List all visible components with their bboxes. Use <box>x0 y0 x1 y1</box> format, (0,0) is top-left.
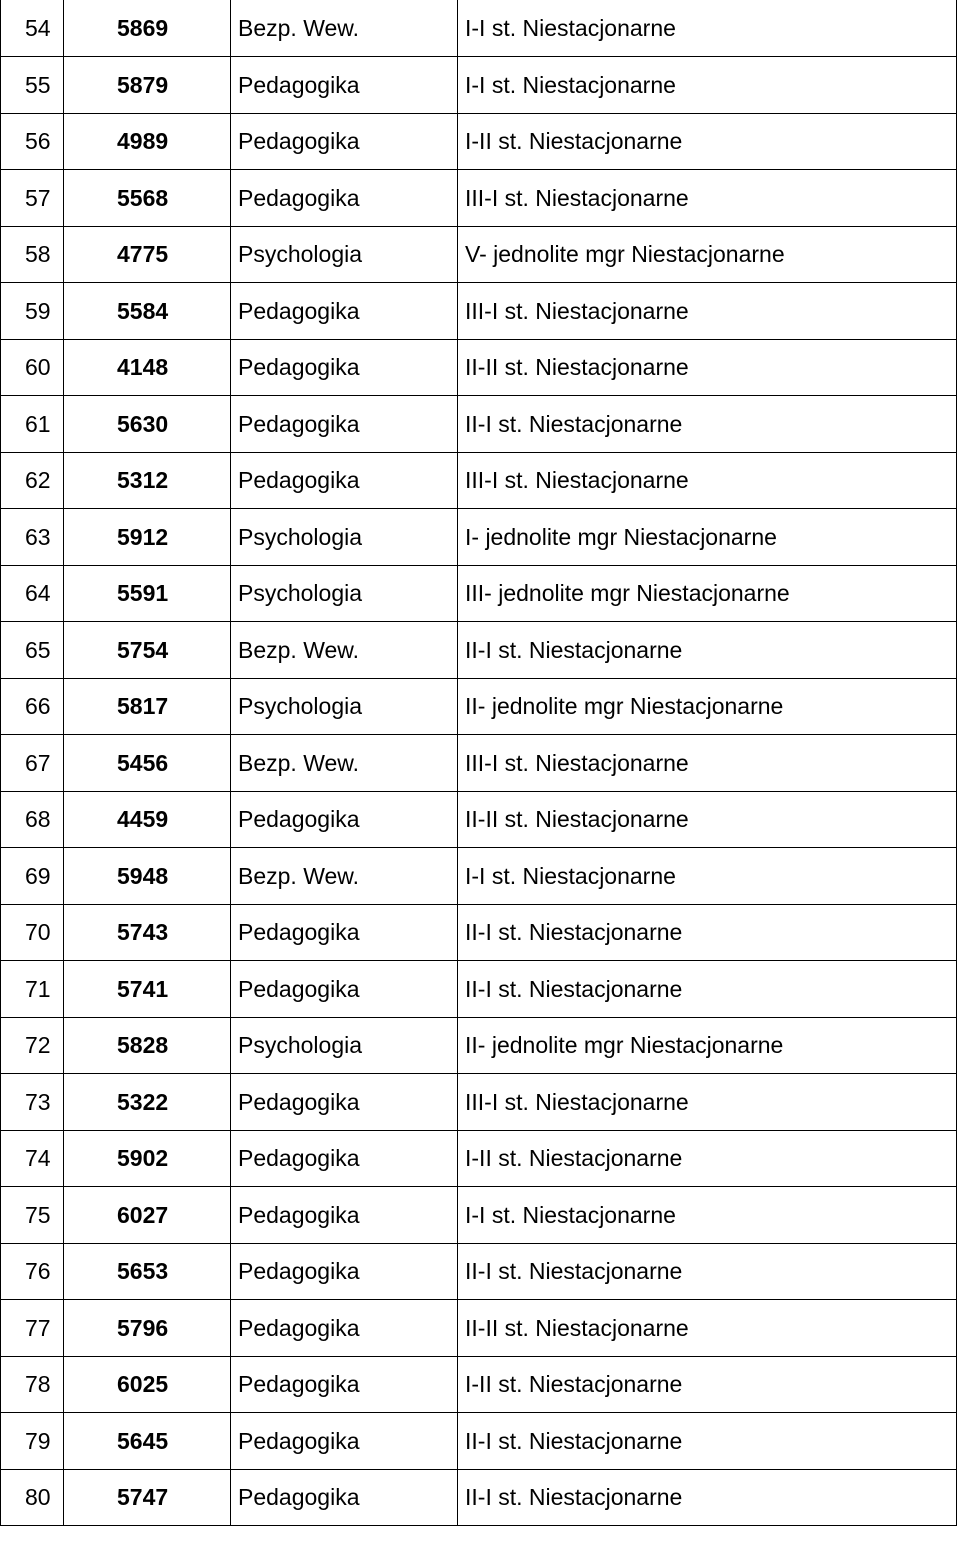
study-level-cell: V- jednolite mgr Niestacjonarne <box>458 226 957 283</box>
study-level-cell: III- jednolite mgr Niestacjonarne <box>458 565 957 622</box>
field-of-study-cell: Bezp. Wew. <box>231 735 458 792</box>
row-number-cell: 59 <box>1 283 64 340</box>
table-row <box>1 452 957 509</box>
row-number-cell: 76 <box>1 1243 64 1300</box>
table-row <box>1 339 957 396</box>
table-row <box>1 622 957 679</box>
row-number-cell: 56 <box>1 113 64 170</box>
study-level-cell: I-I st. Niestacjonarne <box>458 1187 957 1244</box>
study-level-cell: III-I st. Niestacjonarne <box>458 283 957 340</box>
field-of-study-cell: Pedagogika <box>231 396 458 453</box>
table-row <box>1 509 957 566</box>
row-number-cell: 80 <box>1 1469 64 1526</box>
record-number-cell: 5741 <box>64 961 231 1018</box>
field-of-study-cell: Pedagogika <box>231 1469 458 1526</box>
row-number-cell: 63 <box>1 509 64 566</box>
table-row <box>1 1130 957 1187</box>
table-row <box>1 0 957 57</box>
table-row <box>1 565 957 622</box>
field-of-study-cell: Psychologia <box>231 565 458 622</box>
table-row <box>1 57 957 114</box>
record-number-cell: 5879 <box>64 57 231 114</box>
study-level-cell: I-I st. Niestacjonarne <box>458 57 957 114</box>
record-number-cell: 6025 <box>64 1356 231 1413</box>
field-of-study-cell: Pedagogika <box>231 1243 458 1300</box>
record-number-cell: 5948 <box>64 848 231 905</box>
record-number-cell: 4148 <box>64 339 231 396</box>
field-of-study-cell: Bezp. Wew. <box>231 0 458 57</box>
field-of-study-cell: Pedagogika <box>231 452 458 509</box>
field-of-study-cell: Pedagogika <box>231 904 458 961</box>
record-number-cell: 5322 <box>64 1074 231 1131</box>
record-number-cell: 5568 <box>64 170 231 227</box>
table-row <box>1 1356 957 1413</box>
field-of-study-cell: Pedagogika <box>231 339 458 396</box>
study-level-cell: II-I st. Niestacjonarne <box>458 396 957 453</box>
record-number-cell: 5747 <box>64 1469 231 1526</box>
record-number-cell: 5743 <box>64 904 231 961</box>
study-level-cell: II-I st. Niestacjonarne <box>458 1469 957 1526</box>
study-level-cell: II-II st. Niestacjonarne <box>458 791 957 848</box>
field-of-study-cell: Bezp. Wew. <box>231 848 458 905</box>
record-number-cell: 5869 <box>64 0 231 57</box>
field-of-study-cell: Pedagogika <box>231 1356 458 1413</box>
study-level-cell: I- jednolite mgr Niestacjonarne <box>458 509 957 566</box>
record-number-cell: 5591 <box>64 565 231 622</box>
row-number-cell: 64 <box>1 565 64 622</box>
row-number-cell: 55 <box>1 57 64 114</box>
field-of-study-cell: Pedagogika <box>231 1130 458 1187</box>
record-number-cell: 5902 <box>64 1130 231 1187</box>
table-row <box>1 1074 957 1131</box>
table-row <box>1 791 957 848</box>
row-number-cell: 66 <box>1 678 64 735</box>
table-row <box>1 283 957 340</box>
field-of-study-cell: Pedagogika <box>231 1187 458 1244</box>
records-table-body <box>1 0 957 1526</box>
record-number-cell: 5796 <box>64 1300 231 1357</box>
record-number-cell: 5912 <box>64 509 231 566</box>
record-number-cell: 5584 <box>64 283 231 340</box>
record-number-cell: 5645 <box>64 1413 231 1470</box>
table-row <box>1 1413 957 1470</box>
record-number-cell: 4775 <box>64 226 231 283</box>
study-level-cell: III-I st. Niestacjonarne <box>458 735 957 792</box>
field-of-study-cell: Pedagogika <box>231 961 458 1018</box>
row-number-cell: 73 <box>1 1074 64 1131</box>
field-of-study-cell: Pedagogika <box>231 791 458 848</box>
table-row <box>1 396 957 453</box>
study-level-cell: III-I st. Niestacjonarne <box>458 170 957 227</box>
table-row <box>1 1187 957 1244</box>
record-number-cell: 5754 <box>64 622 231 679</box>
row-number-cell: 65 <box>1 622 64 679</box>
table-row <box>1 848 957 905</box>
field-of-study-cell: Pedagogika <box>231 57 458 114</box>
row-number-cell: 71 <box>1 961 64 1018</box>
record-number-cell: 5312 <box>64 452 231 509</box>
study-level-cell: I-I st. Niestacjonarne <box>458 0 957 57</box>
study-level-cell: II- jednolite mgr Niestacjonarne <box>458 1017 957 1074</box>
field-of-study-cell: Pedagogika <box>231 113 458 170</box>
field-of-study-cell: Pedagogika <box>231 1074 458 1131</box>
field-of-study-cell: Pedagogika <box>231 1413 458 1470</box>
table-row <box>1 1300 957 1357</box>
study-level-cell: II-I st. Niestacjonarne <box>458 1413 957 1470</box>
table-row <box>1 735 957 792</box>
row-number-cell: 74 <box>1 1130 64 1187</box>
row-number-cell: 60 <box>1 339 64 396</box>
table-row <box>1 1017 957 1074</box>
table-row <box>1 904 957 961</box>
field-of-study-cell: Psychologia <box>231 1017 458 1074</box>
record-number-cell: 5456 <box>64 735 231 792</box>
field-of-study-cell: Pedagogika <box>231 1300 458 1357</box>
study-level-cell: II- jednolite mgr Niestacjonarne <box>458 678 957 735</box>
study-level-cell: I-II st. Niestacjonarne <box>458 1130 957 1187</box>
study-level-cell: II-I st. Niestacjonarne <box>458 904 957 961</box>
row-number-cell: 72 <box>1 1017 64 1074</box>
row-number-cell: 58 <box>1 226 64 283</box>
row-number-cell: 77 <box>1 1300 64 1357</box>
row-number-cell: 69 <box>1 848 64 905</box>
study-level-cell: II-I st. Niestacjonarne <box>458 1243 957 1300</box>
field-of-study-cell: Pedagogika <box>231 170 458 227</box>
row-number-cell: 62 <box>1 452 64 509</box>
table-row <box>1 113 957 170</box>
row-number-cell: 67 <box>1 735 64 792</box>
row-number-cell: 78 <box>1 1356 64 1413</box>
table-row <box>1 170 957 227</box>
record-number-cell: 5828 <box>64 1017 231 1074</box>
row-number-cell: 57 <box>1 170 64 227</box>
study-level-cell: I-II st. Niestacjonarne <box>458 113 957 170</box>
table-row <box>1 226 957 283</box>
study-level-cell: I-I st. Niestacjonarne <box>458 848 957 905</box>
row-number-cell: 75 <box>1 1187 64 1244</box>
field-of-study-cell: Pedagogika <box>231 283 458 340</box>
record-number-cell: 5817 <box>64 678 231 735</box>
field-of-study-cell: Psychologia <box>231 678 458 735</box>
row-number-cell: 54 <box>1 0 64 57</box>
table-row <box>1 678 957 735</box>
table-row <box>1 961 957 1018</box>
study-level-cell: II-II st. Niestacjonarne <box>458 339 957 396</box>
record-number-cell: 4459 <box>64 791 231 848</box>
study-level-cell: I-II st. Niestacjonarne <box>458 1356 957 1413</box>
record-number-cell: 5630 <box>64 396 231 453</box>
study-level-cell: II-I st. Niestacjonarne <box>458 961 957 1018</box>
row-number-cell: 61 <box>1 396 64 453</box>
study-level-cell: II-II st. Niestacjonarne <box>458 1300 957 1357</box>
study-level-cell: II-I st. Niestacjonarne <box>458 622 957 679</box>
record-number-cell: 6027 <box>64 1187 231 1244</box>
row-number-cell: 68 <box>1 791 64 848</box>
table-row <box>1 1243 957 1300</box>
record-number-cell: 4989 <box>64 113 231 170</box>
field-of-study-cell: Bezp. Wew. <box>231 622 458 679</box>
row-number-cell: 79 <box>1 1413 64 1470</box>
row-number-cell: 70 <box>1 904 64 961</box>
table-row <box>1 1469 957 1526</box>
field-of-study-cell: Psychologia <box>231 226 458 283</box>
study-level-cell: III-I st. Niestacjonarne <box>458 452 957 509</box>
record-number-cell: 5653 <box>64 1243 231 1300</box>
study-level-cell: III-I st. Niestacjonarne <box>458 1074 957 1131</box>
field-of-study-cell: Psychologia <box>231 509 458 566</box>
